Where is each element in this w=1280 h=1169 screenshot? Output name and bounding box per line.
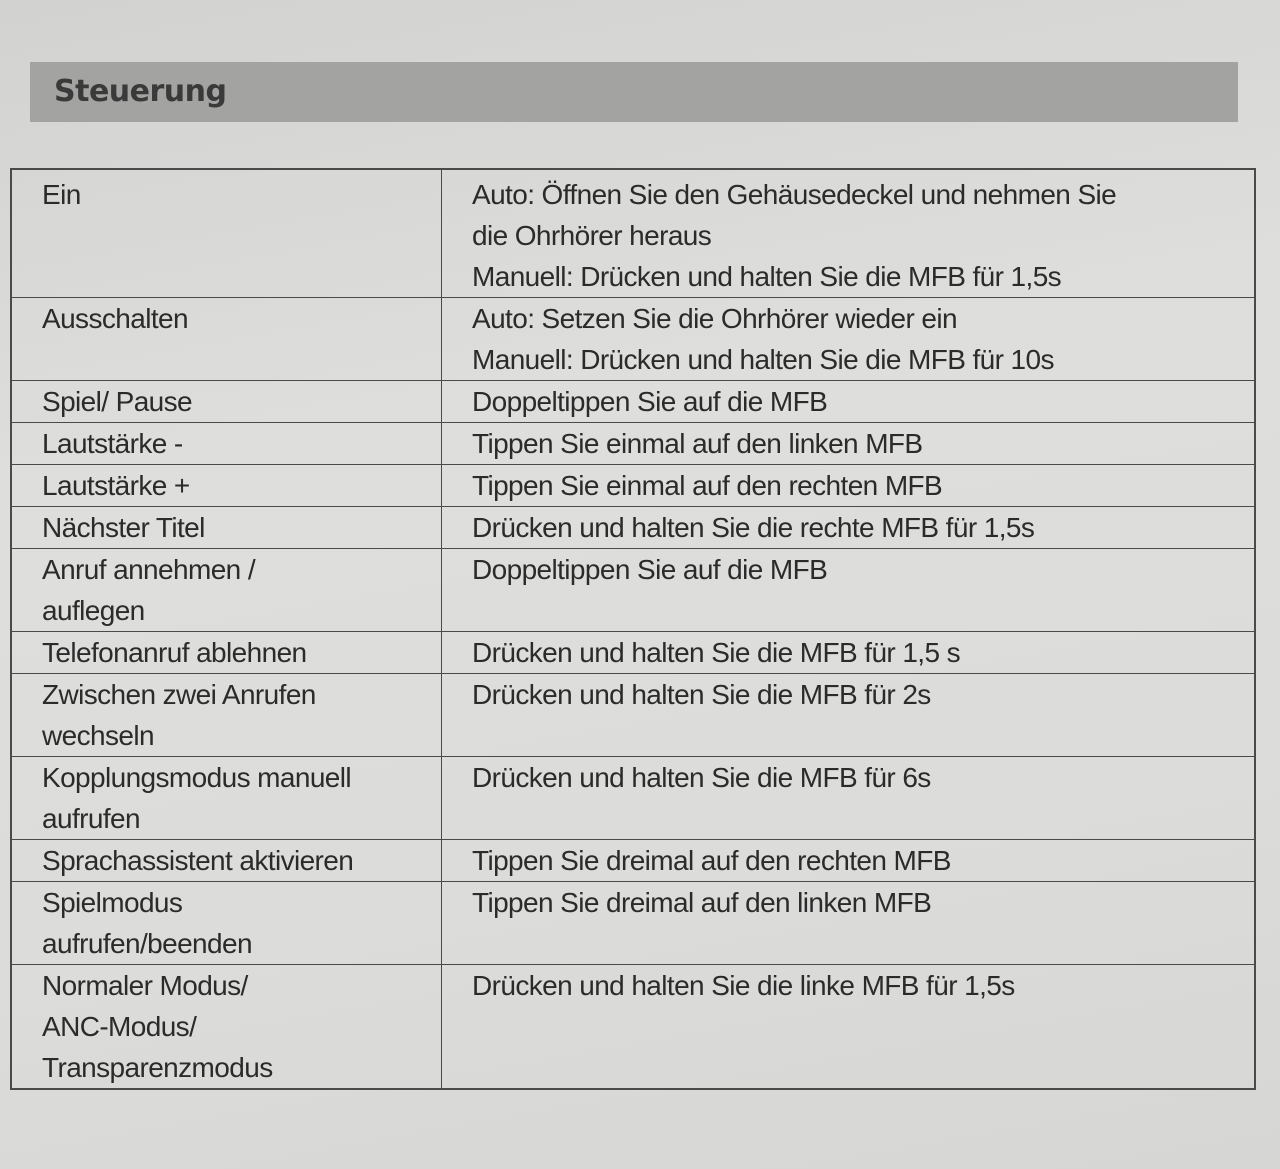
description-text: Auto: Öffnen Sie den Gehäusedeckel und nehmen Sie xyxy=(472,179,1117,210)
description-cell xyxy=(442,423,1256,465)
function-text: Lautstärke + xyxy=(42,470,190,501)
function-cell xyxy=(11,882,442,965)
function-cell xyxy=(11,423,442,465)
description-cell xyxy=(442,465,1256,507)
function-text: Kopplungsmodus manuell xyxy=(42,762,352,793)
description-text: Tippen Sie dreimal auf den linken MFB xyxy=(472,887,932,918)
function-text: Normaler Modus/ xyxy=(42,970,248,1001)
controls-table-body xyxy=(11,169,1255,1089)
description-text: Drücken und halten Sie die linke MFB für 1,5s xyxy=(472,970,1015,1001)
description-cell xyxy=(442,169,1256,298)
description-cell xyxy=(442,381,1256,423)
table-row xyxy=(11,674,1255,757)
table-row xyxy=(11,965,1255,1090)
function-text: Spielmodus xyxy=(42,887,183,918)
description-text: Drücken und halten Sie die MFB für 6s xyxy=(472,762,931,793)
function-text: Ausschalten xyxy=(42,303,188,334)
description-cell xyxy=(442,298,1256,381)
description-text: Tippen Sie dreimal auf den rechten MFB xyxy=(472,845,951,876)
description-text: Doppeltippen Sie auf die MFB xyxy=(472,386,828,417)
table-row xyxy=(11,549,1255,632)
function-text: Anruf annehmen / xyxy=(42,554,255,585)
description-text: Auto: Setzen Sie die Ohrhörer wieder ein xyxy=(472,303,957,334)
function-text: Lautstärke - xyxy=(42,428,183,459)
function-text: Transparenzmodus xyxy=(42,1052,273,1083)
description-cell xyxy=(442,632,1256,674)
description-cell xyxy=(442,507,1256,549)
section-title: Steuerung xyxy=(54,74,227,109)
description-cell xyxy=(442,965,1256,1090)
description-text: Doppeltippen Sie auf die MFB xyxy=(472,554,828,585)
description-text: Drücken und halten Sie die MFB für 2s xyxy=(472,679,931,710)
description-cell xyxy=(442,882,1256,965)
table-row xyxy=(11,840,1255,882)
description-cell xyxy=(442,674,1256,757)
description-text: Manuell: Drücken und halten Sie die MFB für 10s xyxy=(472,344,1054,375)
function-text: aufrufen/beenden xyxy=(42,928,252,959)
description-text: die Ohrhörer heraus xyxy=(472,220,712,251)
description-cell xyxy=(442,840,1256,882)
function-text: ANC-Modus/ xyxy=(42,1011,197,1042)
function-cell xyxy=(11,674,442,757)
section-header xyxy=(30,62,1238,122)
function-text: Nächster Titel xyxy=(42,512,205,543)
function-cell xyxy=(11,632,442,674)
function-cell xyxy=(11,298,442,381)
description-text: Drücken und halten Sie die rechte MFB für 1,5s xyxy=(472,512,1035,543)
table-row xyxy=(11,465,1255,507)
description-text: Drücken und halten Sie die MFB für 1,5 s xyxy=(472,637,961,668)
function-text: Spiel/ Pause xyxy=(42,386,193,417)
table-row xyxy=(11,423,1255,465)
description-text: Manuell: Drücken und halten Sie die MFB für 1,5s xyxy=(472,261,1062,292)
function-text: Sprachassistent aktivieren xyxy=(42,845,354,876)
table-row xyxy=(11,169,1255,298)
function-cell xyxy=(11,465,442,507)
function-text: auflegen xyxy=(42,595,145,626)
function-text: Telefonanruf ablehnen xyxy=(42,637,307,668)
function-cell xyxy=(11,381,442,423)
description-cell xyxy=(442,549,1256,632)
function-cell xyxy=(11,757,442,840)
controls-table xyxy=(10,168,1256,1090)
function-text: wechseln xyxy=(42,720,154,751)
description-text: Tippen Sie einmal auf den linken MFB xyxy=(472,428,923,459)
function-cell xyxy=(11,507,442,549)
table-row xyxy=(11,507,1255,549)
function-cell xyxy=(11,840,442,882)
table-row xyxy=(11,882,1255,965)
function-cell xyxy=(11,965,442,1090)
function-text: Ein xyxy=(42,179,81,210)
table-row xyxy=(11,381,1255,423)
function-text: Zwischen zwei Anrufen xyxy=(42,679,316,710)
table-row xyxy=(11,757,1255,840)
function-cell xyxy=(11,549,442,632)
table-row xyxy=(11,298,1255,381)
function-text: aufrufen xyxy=(42,803,140,834)
table-row xyxy=(11,632,1255,674)
description-cell xyxy=(442,757,1256,840)
function-cell xyxy=(11,169,442,298)
description-text: Tippen Sie einmal auf den rechten MFB xyxy=(472,470,943,501)
